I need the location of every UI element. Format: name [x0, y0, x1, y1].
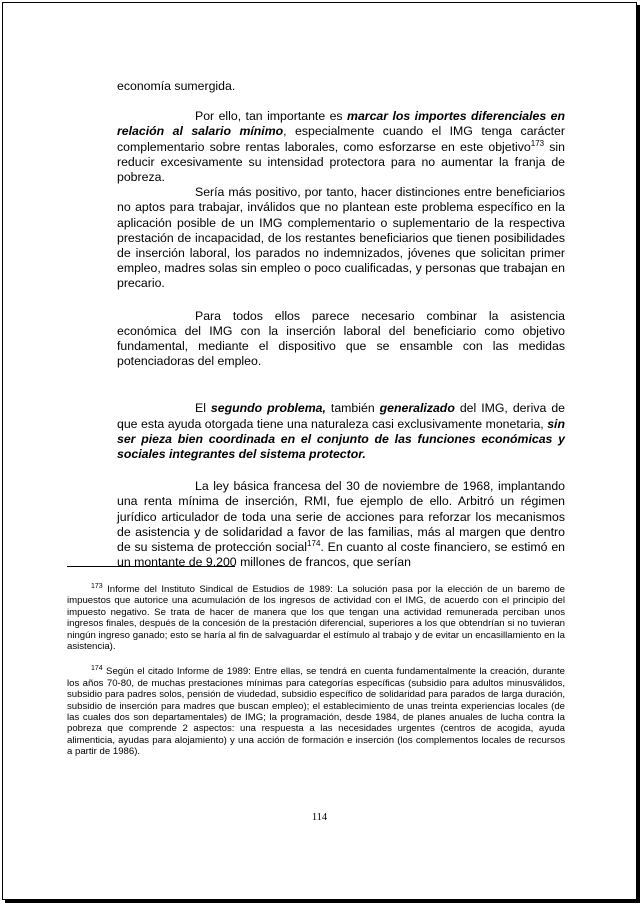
body-text [117, 79, 565, 570]
footnote-173: $^{173}$ Informe del Instituto Sindical de Estudios de 1989: La solución pasa por la elección de un baremo de impuestos que autorice una acumulación de los ingresos de actividad con el IMG, de acuerdo con el principio del impuesto negativo. Se trata de hacer de manera que los que tengan una actividad remunerada perciban unos ingresos finales, después de la concesión de la prestación diferencial, superiores a los que obtendrían si no tuvieran ningún ingreso ganado; esto se haría al fin de salvaguardar el estímulo al trabajo y de evitar un encasillamiento en la asistencia). [67, 583, 565, 653]
paragraph-4: Para todos ellos parece necesario combinar la asistencia económica del IMG con la inserción laboral del beneficiario como objetivo fundamental, mediante el dispositivo que se ensamble con las medidas potenciadoras del empleo. [117, 308, 565, 369]
emphasis-text: segundo problema, [210, 401, 326, 416]
footnotes [67, 584, 565, 758]
footnote-separator [67, 566, 235, 567]
paragraph-6: La ley básica francesa del 30 de noviembre de 1968, implantando una renta mínima de inserción, RMI, fue ejemplo de ello. Arbitró un régimen jurídico articulador de toda una serie de acciones para reforzar los mecanismos de asistencia y de solidaridad a favor de las familias, más al margen que dentro de su sistema de protección social$^{174}$. En cuanto al coste financiero, se estimó en un montante de 9.200 millones de francos, que serían [117, 479, 566, 570]
footnote-number: 173 [91, 583, 103, 590]
emphasis-text: marcar los importes diferenciales en relación al salario mínimo [117, 109, 565, 139]
document-page [2, 2, 637, 900]
paragraph-5: El segundo problema, también generalizado del IMG, deriva de que esta ayuda otorgada tiene una naturaleza casi exclusivamente monetaria, sin ser pieza bien coordinada en el conjunto de las funciones económicas y sociales integrantes del sistema protector. [117, 401, 565, 462]
footnote-174: $^{174}$ Según el citado Informe de 1989: Entre ellas, se tendrá en cuenta fundamentalmente la creación, durante los años 70-80, de muchas prestaciones mínimas para categorías específicas (subsidio para adultos minusválidos, subsidio para padres solos, pensión de viudedad, subsidio específico de solidaridad para parados de larga duración, subsidio de inserción para madres que buscan empleo); el establecimiento de unas treinta experiencias locales (de las cuales dos son departamentales) de IMG; la programación, desde 1984, de planes anuales de lucha contra la pobreza que comprende 2 aspectos: una respuesta a las necesidades urgentes (centros de acogida, ayuda alimenticia, ayudas para alojamiento) y una acción de formación e inserción (los complementos locales de recursos a partir de 1986). [67, 665, 565, 758]
paragraph-2: Por ello, tan importante es marcar los importes diferenciales en relación al salario mínimo, especialmente cuando el IMG tenga carácter complementario sobre rentas laborales, como esforzarse en este objetivo$^{173}$ sin reducir excesivamente su intensidad protectora para no aumentar la franja de pobreza. [117, 109, 565, 185]
page-number: 114 [311, 812, 328, 823]
footnote-ref-174[interactable]: 174 [307, 539, 321, 549]
emphasis-text: generalizado [379, 401, 455, 416]
emphasis-text: sin ser pieza bien coordinada en el conjunto de las funciones económicas y sociales integrantes del sistema protector. [117, 416, 565, 462]
footnote-number: 174 [91, 665, 103, 673]
footnote-ref-173[interactable]: 173 [530, 138, 545, 148]
paragraph-3: Sería más positivo, por tanto, hacer distinciones entre beneficiarios no aptos para trabajar, inválidos que no plantean este problema específico en la aplicación posible de un IMG complementario o suplementario de la respectiva prestación de incapacidad, de los restantes beneficiarios que tienen posibilidades de inserción laboral, los parados no indemnizados, jóvenes que solicitan primer empleo, madres solas sin empleo o poco cualificadas, y personas que trabajan en precario. [117, 185, 565, 291]
paragraph-1: economía sumergida. [117, 79, 236, 93]
